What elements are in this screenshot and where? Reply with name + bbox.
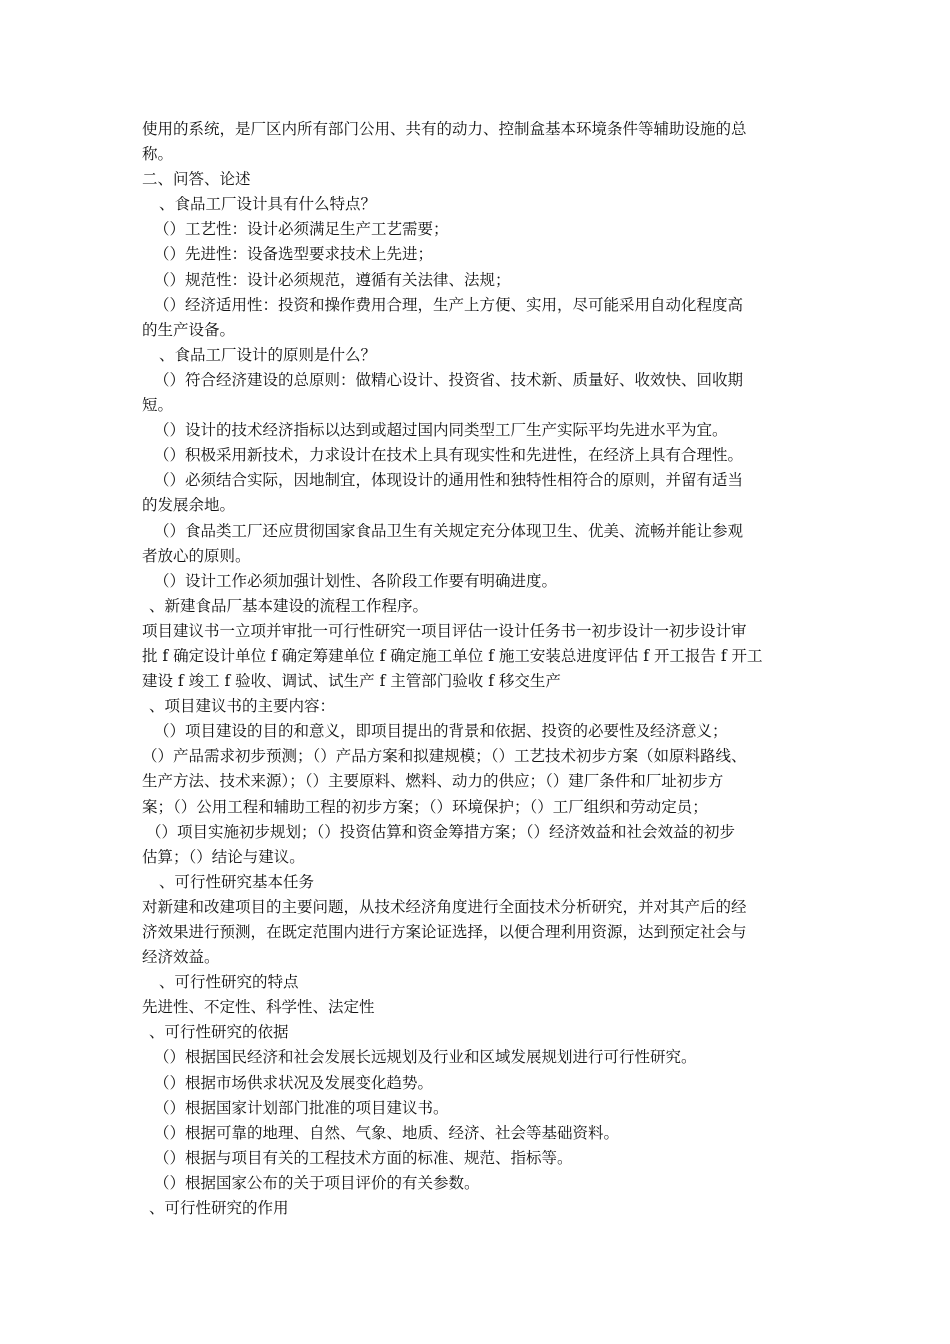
text-line: 短。 <box>142 396 174 415</box>
text-line: （）根据国家公布的关于项目评价的有关参数。 <box>154 1173 480 1192</box>
text-line: 建设 f 竣工 f 验收、调试、试生产 f 主管部门验收 f 移交生产 <box>142 672 561 691</box>
text-line: 、可行性研究的作用 <box>149 1199 289 1218</box>
text-line: 、可行性研究的特点 <box>159 973 299 992</box>
text-line: 、食品工厂设计具有什么特点？ <box>159 195 377 214</box>
text-line: 、项目建议书的主要内容： <box>149 697 336 716</box>
text-line: （）积极采用新技术，力求设计在技术上具有现实性和先进性，在经济上具有合理性。 <box>154 446 744 465</box>
text-line: （）项目实施初步规划；（）投资估算和资金筹措方案；（）经济效益和社会效益的初步 <box>146 822 736 841</box>
text-line: （）符合经济建设的总原则：做精心设计、投资省、技术新、质量好、收效快、回收期 <box>154 370 744 389</box>
text-line: （）根据国民经济和社会发展长远规划及行业和区域发展规划进行可行性研究。 <box>154 1048 697 1067</box>
text-line: 使用的系统，是厂区内所有部门公用、共有的动力、控制盒基本环境条件等辅助设施的总 <box>142 120 747 138</box>
text-line: （）经济适用性：投资和操作费用合理，生产上方便、实用，尽可能采用自动化程度高 <box>154 295 744 314</box>
text-line: （）产品需求初步预测；（）产品方案和拟建规模；（）工艺技术初步方案（如原料路线、 <box>142 747 747 766</box>
text-line: 、食品工厂设计的原则是什么？ <box>159 345 377 364</box>
text-line: （）先进性：设备选型要求技术上先进； <box>154 245 434 264</box>
text-line: 项目建议书一立项并审批一可行性研究一项目评估一设计任务书一初步设计一初步设计审 <box>142 621 747 640</box>
text-line: 批 f 确定设计单位 f 确定筹建单位 f 确定施工单位 f 施工安装总进度评估 f 开工报告 f 开工 <box>142 646 763 665</box>
text-line: 、新建食品厂基本建设的流程工作程序。 <box>149 596 429 615</box>
text-line: 案；（）公用工程和辅助工程的初步方案；（）环境保护；（）工厂组织和劳动定员； <box>142 797 708 816</box>
text-line: （）根据可靠的地理、自然、气象、地质、经济、社会等基础资料。 <box>154 1123 620 1142</box>
text-line: 先进性、不定性、科学性、法定性 <box>142 998 375 1017</box>
text-line: （）根据市场供求状况及发展变化趋势。 <box>154 1073 434 1092</box>
text-line: 生产方法、技术来源）；（）主要原料、燃料、动力的供应；（）建厂条件和厂址初步方 <box>142 772 724 791</box>
text-line: （）规范性：设计必须规范，遵循有关法律、法规； <box>154 270 511 289</box>
text-line: 者放心的原则。 <box>142 546 251 565</box>
text-line: （）食品类工厂还应贯彻国家食品卫生有关规定充分体现卫生、优美、流畅并能让参观 <box>154 521 744 540</box>
text-line: 估算；（）结论与建议。 <box>142 847 305 866</box>
text-line: 称。 <box>142 145 174 164</box>
text-line: （）必须结合实际，因地制宜，体现设计的通用性和独特性相符合的原则，并留有适当 <box>154 471 744 490</box>
text-line: 、可行性研究基本任务 <box>159 872 315 891</box>
text-line: 经济效益。 <box>142 948 220 967</box>
text-line: （）根据国家计划部门批准的项目建议书。 <box>154 1098 449 1117</box>
text-line: 的发展余地。 <box>142 496 236 515</box>
text-line: （）工艺性：设计必须满足生产工艺需要； <box>154 220 449 239</box>
text-line: （）项目建设的目的和意义，即项目提出的背景和依据、投资的必要性及经济意义； <box>154 722 728 741</box>
text-line: （）根据与项目有关的工程技术方面的标准、规范、指标等。 <box>154 1148 573 1167</box>
document-body <box>142 117 822 1221</box>
text-line: 、可行性研究的依据 <box>149 1023 289 1042</box>
text-line: （）设计工作必须加强计划性、各阶段工作要有明确进度。 <box>154 571 558 590</box>
text-line: 对新建和改建项目的主要问题，从技术经济角度进行全面技术分析研究，并对其产后的经 <box>142 897 747 916</box>
text-line: 二、问答、论述 <box>142 170 251 189</box>
text-line: 的生产设备。 <box>142 320 236 339</box>
text-line: 济效果进行预测，在既定范围内进行方案论证选择，以便合理利用资源，达到预定社会与 <box>142 923 747 941</box>
text-line: （）设计的技术经济指标以达到或超过国内同类型工厂生产实际平均先进水平为宜。 <box>154 421 728 440</box>
